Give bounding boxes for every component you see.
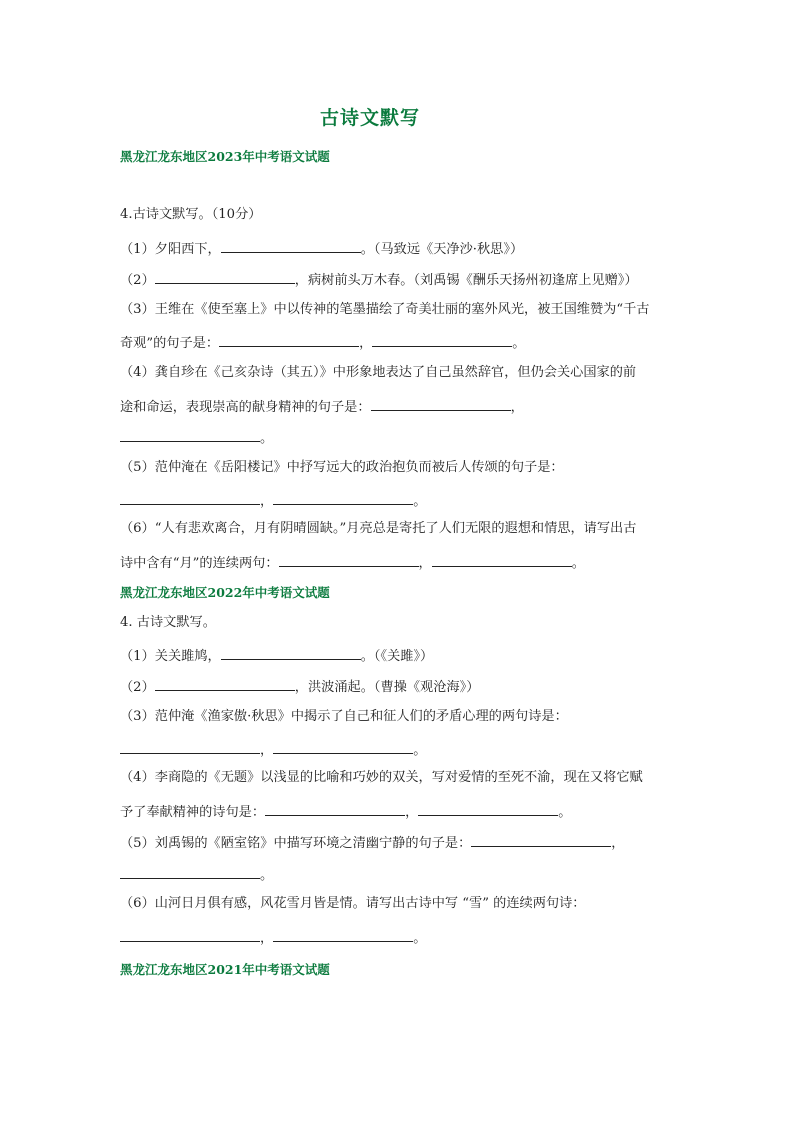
q2022-6-line1: （6）山河日月俱有感，风花雪月皆是情。请写出古诗中写 “雪” 的连续两句诗： [120,896,586,911]
period: 。 [558,805,572,820]
question-label-2023: 4.古诗文默写。（10分） [120,207,262,222]
q2022-1-prefix: （1）关关雎鸠， [120,649,221,664]
answer-blank[interactable] [120,741,260,754]
answer-blank[interactable] [120,429,260,442]
q2023-4-prefix: 途和命运，表现崇高的献身精神的句子是： [120,400,371,415]
q2022-5-prefix: （5）刘禹锡的《陋室铭》中描写环境之清幽宁静的句子是： [120,836,472,851]
comma: ， [510,400,524,415]
q2022-4-prefix: 予了奉献精神的诗句是： [120,805,266,820]
q2022-2 [120,678,479,694]
answer-blank[interactable] [273,929,413,942]
answer-blank[interactable] [418,803,558,816]
comma: ， [611,836,625,851]
period: 。 [260,868,274,883]
q2022-1 [120,647,433,663]
q2023-3-line1: （3）王维在《使至塞上》中以传神的笔墨描绘了奇美壮丽的塞外风光，被王国维赞为“千古 [120,302,650,317]
q2023-1-suffix: 。（马致远《天净沙·秋思》） [360,242,524,257]
answer-blank[interactable] [221,647,361,660]
comma: ， [260,931,274,946]
answer-blank[interactable] [221,240,361,253]
section-heading-2022: 黑龙江龙东地区2022年中考语文试题 [120,585,330,600]
page-title: 古诗文默写 [319,107,420,129]
q2022-5-line1 [120,834,624,850]
q2022-3-line1: （3）范仲淹《渔家傲·秋思》中揭示了自己和征人们的矛盾心理的两句诗是： [120,709,568,724]
q2023-3-line2 [120,334,525,350]
q2023-4-line1: （4）龚自珍在《己亥杂诗（其五）》中形象地表达了自己虽然辞官，但仍会关心国家的前 [120,365,637,380]
q2022-6-line2 [120,929,426,945]
q2023-2-prefix: （2） [120,273,155,288]
answer-blank[interactable] [273,741,413,754]
q2022-5-line2 [120,866,273,882]
q2022-2-suffix: ，洪波涌起。（曹操《观沧海》） [294,680,480,695]
period: 。 [413,743,427,758]
q2022-3-line2 [120,741,426,757]
period: 。 [413,931,427,946]
q2023-6-line2 [120,554,585,570]
comma: ， [359,336,373,351]
answer-blank[interactable] [471,834,611,847]
q2023-5-line1: （5）范仲淹在《岳阳楼记》中抒写远大的政治抱负而被后人传颂的句子是： [120,460,564,475]
answer-blank[interactable] [120,929,260,942]
q2022-2-prefix: （2） [120,680,155,695]
answer-blank[interactable] [432,554,572,567]
comma: ， [418,556,432,571]
answer-blank[interactable] [155,271,295,284]
period: 。 [413,494,427,509]
q2022-4-line1: （4）李商隐的《无题》以浅显的比喻和巧妙的双关，写对爱情的至死不渝，现在又将它赋 [120,770,643,785]
q2023-2 [120,271,638,287]
period: 。 [571,556,585,571]
q2023-3-prefix: 奇观”的句子是： [120,336,220,351]
comma: ， [405,805,419,820]
answer-blank[interactable] [120,492,260,505]
q2023-1-prefix: （1）夕阳西下， [120,242,221,257]
answer-blank[interactable] [265,803,405,816]
section-heading-2021: 黑龙江龙东地区2021年中考语文试题 [120,962,330,977]
comma: ， [260,494,274,509]
period: 。 [260,431,274,446]
answer-blank[interactable] [279,554,419,567]
section-heading-2023: 黑龙江龙东地区2023年中考语文试题 [120,149,330,164]
question-label-2022: 4. 古诗文默写。 [120,615,216,630]
q2023-4-line2 [120,398,524,414]
answer-blank[interactable] [273,492,413,505]
q2023-6-line1: （6）“人有悲欢离合，月有阴晴圆缺。”月亮总是寄托了人们无限的遐想和情思，请写出古 [120,521,637,536]
answer-blank[interactable] [219,334,359,347]
q2023-6-prefix: 诗中含有“月”的连续两句： [120,556,279,571]
q2023-1 [120,240,523,256]
period: 。 [512,336,526,351]
answer-blank[interactable] [371,398,511,411]
q2023-2-suffix: ，病树前头万木春。（刘禹锡《酬乐天扬州初逢席上见赠》） [294,273,638,288]
q2023-5-line2 [120,492,426,508]
comma: ， [260,743,274,758]
answer-blank[interactable] [155,678,295,691]
q2022-1-suffix: 。（《关雎》） [360,649,434,664]
q2022-4-line2 [120,803,571,819]
q2023-4-line3 [120,429,273,445]
answer-blank[interactable] [120,866,260,879]
answer-blank[interactable] [372,334,512,347]
